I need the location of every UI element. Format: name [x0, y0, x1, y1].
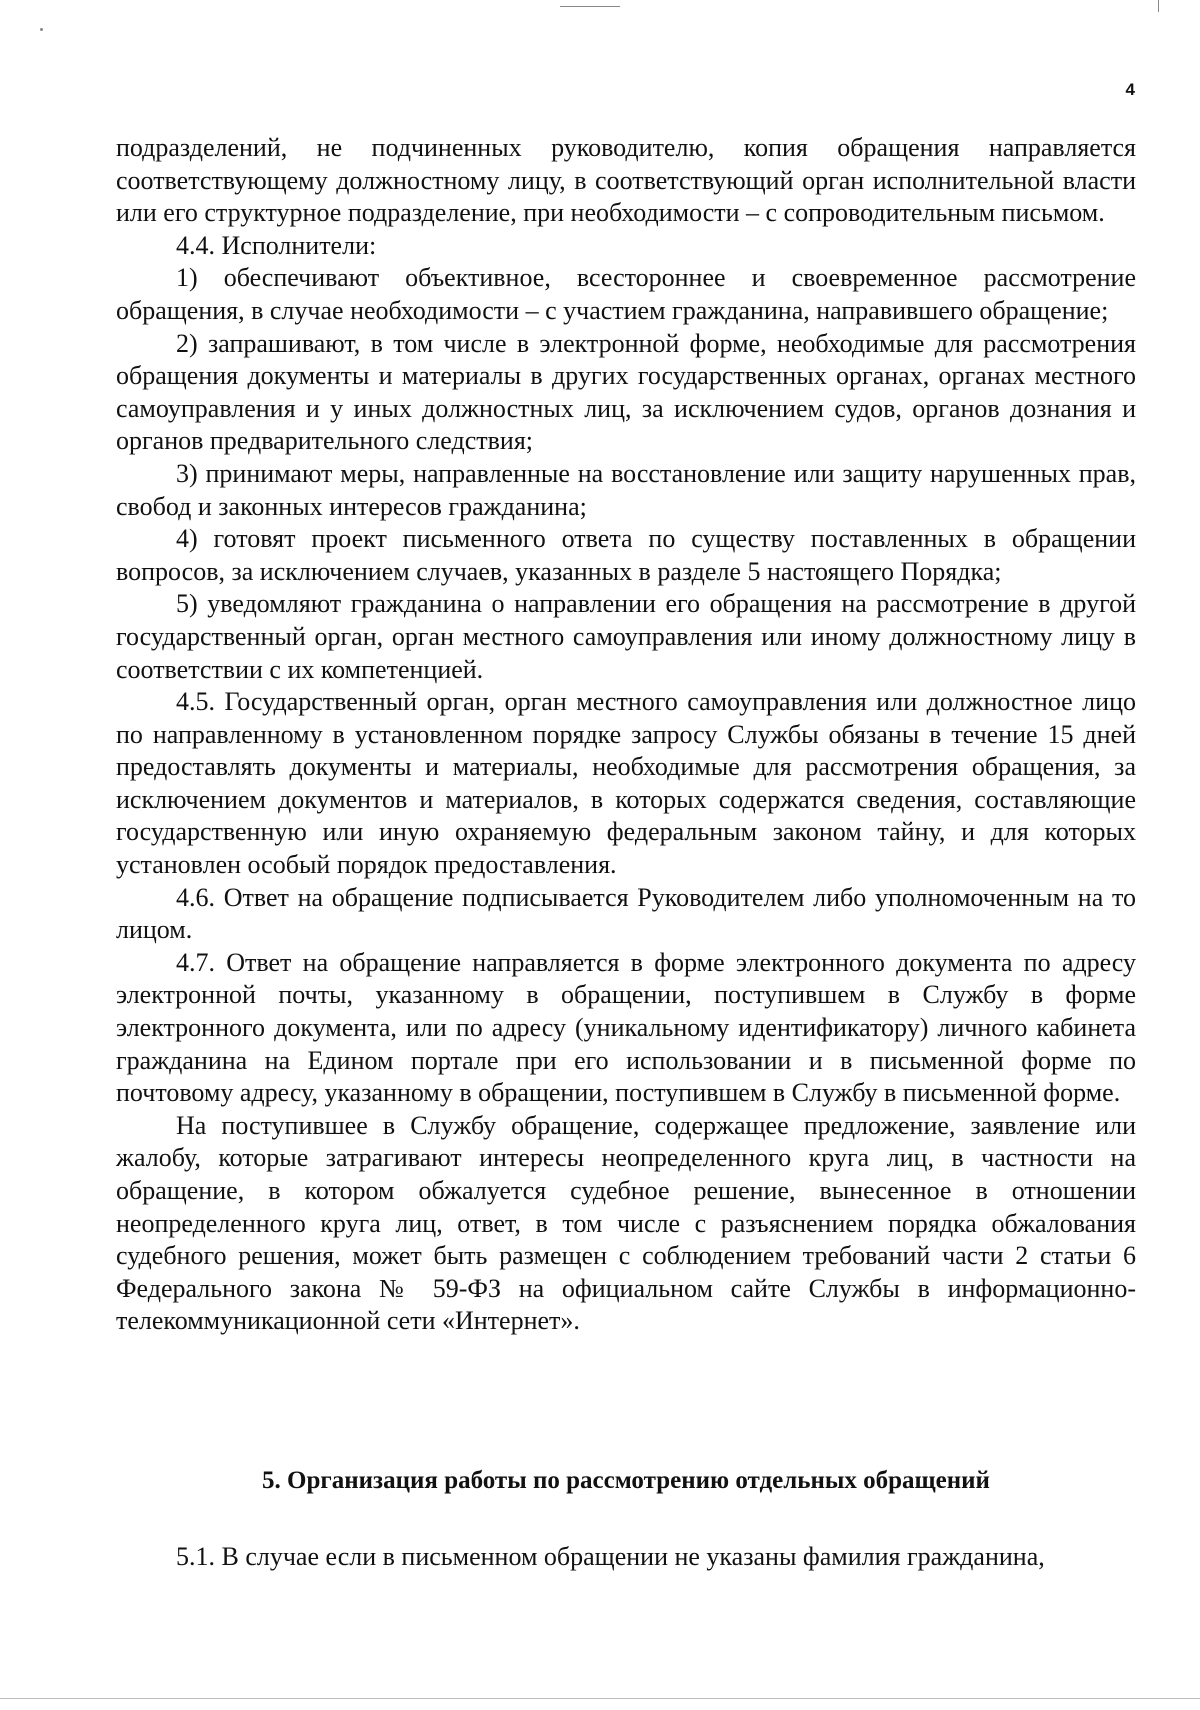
section-body [116, 1541, 1136, 1574]
paragraph: 5) уведомляют гражданина о направлении его обращения на рассмотрение в другой государственный орган, орган местного самоуправления или иному должностному лицу в соответствии с их компетенцией. [116, 589, 1136, 684]
paragraph: 4.5. Государственный орган, орган местного самоуправления или должностное лицо по направленному в установленном порядке запросу Службы обязаны в течение 15 дней предоставлять документы и материалы, необходимые для рассмотрения обращения, за исключением документов и материалов, в которых содержатся сведения, составляющие государственную или иную охраняемую федеральным законом тайну, и для которых установлен особый порядок предоставления. [116, 687, 1136, 880]
scan-artifact-left [40, 28, 43, 31]
paragraph: 4) готовят проект письменного ответа по существу поставленных в обращении вопросов, за исключением случаев, указанных в разделе 5 настоящего Порядка; [116, 524, 1136, 586]
paragraph: На поступившее в Службу обращение, содержащее предложение, заявление или жалобу, которые затрагивают интересы неопределенного круга лиц, в частности на обращение, в котором обжалуется судебное решение, вынесенное в отношении неопределенного круга лиц, ответ, в том числе с разъяснением порядка обжалования судебного решения, может быть размещен с соблюдением требований части 2 статьи 6 Федерального закона № 59-ФЗ на официальном сайте Службы в информационно-телекоммуникационной сети «Интернет». [116, 1110, 1136, 1336]
paragraph: 4.7. Ответ на обращение направляется в форме электронного документа по адресу электронной почты, указанному в обращении, поступившем в Службу в форме электронного документа, или по адресу (уникальному идентификатору) личного кабинета гражданина на Едином портале при его использовании и в письменной форме по почтовому адресу, указанному в обращении, поступившем в Службу в письменной форме. [116, 947, 1136, 1108]
paragraph: 4.6. Ответ на обращение подписывается Руководителем либо уполномоченным на то лицом. [116, 882, 1136, 945]
paragraph: 2) запрашивают, в том числе в электронной форме, необходимые для рассмотрения обращения документы и материалы в других государственных органах, органах местного самоуправления и у иных должностных лиц, за исключением судов, органов дознания и органов предварительного следствия; [116, 328, 1136, 456]
paragraph: 3) принимают меры, направленные на восстановление или защиту нарушенных прав, свобод и законных интересов гражданина; [116, 458, 1136, 521]
section-heading: 5. Организация работы по рассмотрению отдельных обращений [262, 1467, 990, 1494]
paragraph: подразделений, не подчиненных руководителю, копия обращения направляется соответствующему должностному лицу, в соответствующий орган исполнительной власти или его структурное подразделение, при необходимости – с сопроводительным письмом. [116, 133, 1136, 228]
paragraph: 4.4. Исполнители: [176, 230, 377, 260]
scan-artifact-right-edge [1158, 0, 1159, 12]
scan-artifact-bottom [0, 1698, 1200, 1699]
body-text [116, 132, 1136, 1338]
paragraph: 1) обеспечивают объективное, всестороннее и своевременное рассмотрение обращения, в случае необходимости – с участием гражданина, направившего обращение; [116, 263, 1136, 325]
page-number: 4 [1125, 80, 1135, 99]
scan-artifact-top [560, 6, 620, 7]
paragraph: 5.1. В случае если в письменном обращении не указаны фамилия гражданина, [176, 1542, 1045, 1571]
